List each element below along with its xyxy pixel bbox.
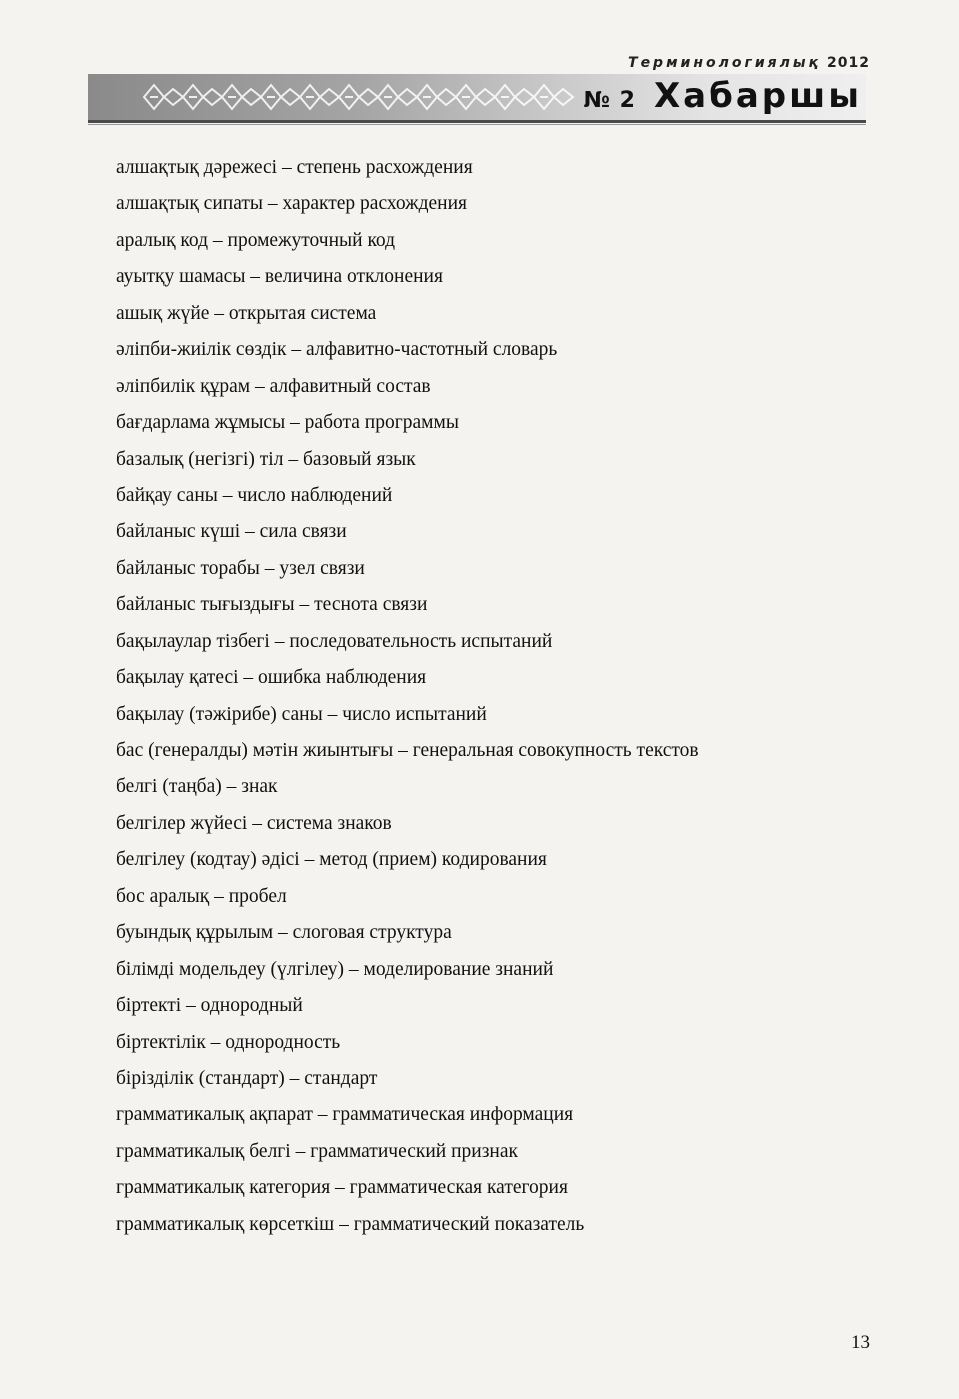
term-entry: белгі (таңба) – знак xyxy=(116,776,278,798)
term-entry: белгілер жүйесі – система знаков xyxy=(116,812,392,834)
ornament-pattern-icon xyxy=(138,79,578,115)
term-entry: біртекті – однородный xyxy=(116,995,303,1017)
term-entry: бас (генералды) мәтін жиынтығы – генеральная совокупность текстов xyxy=(116,740,699,761)
term-entry: әліпбилік құрам – алфавитный состав xyxy=(116,375,431,397)
term-entry: байланыс тығыздығы – теснота связи xyxy=(116,594,428,616)
journal-year: 2012 xyxy=(827,55,870,71)
term-entry: грамматикалық категория – грамматическая категория xyxy=(116,1177,568,1199)
term-entry: бақылаулар тізбегі – последовательность испытаний xyxy=(116,630,553,652)
term-list xyxy=(116,150,876,1243)
term-entry: белгілеу (кодтау) әдісі – метод (прием) кодирования xyxy=(116,849,547,871)
term-entry: алшақтық сипаты – характер расхождения xyxy=(116,193,468,215)
term-entry: әліпби-жиілік сөздік – алфавитно-частотный словарь xyxy=(116,339,558,361)
term-entry: базалық (негізгі) тіл – базовый язык xyxy=(116,448,416,470)
term-entry: білімді модельдеу (үлгілеу) – моделирование знаний xyxy=(116,958,554,980)
header-divider xyxy=(88,124,866,125)
term-entry: ашық жүйе – открытая система xyxy=(116,302,377,324)
journal-title: Хабаршы xyxy=(653,76,862,116)
term-entry: грамматикалық көрсеткіш – грамматический показатель xyxy=(116,1213,585,1235)
term-entry: бағдарлама жұмысы – работа программы xyxy=(116,412,459,434)
header-banner xyxy=(88,74,866,123)
term-entry: байланыс күші – сила связи xyxy=(116,521,347,543)
term-entry: байланыс торабы – узел связи xyxy=(116,557,365,579)
term-entry: буындық құрылым – слоговая структура xyxy=(116,922,452,944)
term-entry: бос аралық – пробел xyxy=(116,885,287,907)
term-entry: грамматикалық ақпарат – грамматическая информация xyxy=(116,1104,574,1126)
term-entry: бірізділік (стандарт) – стандарт xyxy=(116,1067,378,1089)
term-entry: аралық код – промежуточный код xyxy=(116,229,396,251)
banner-title xyxy=(584,76,862,118)
journal-name: Терминологиялық xyxy=(628,55,822,71)
page-number: 13 xyxy=(851,1332,870,1353)
term-entry: бақылау (тәжірибе) саны – число испытаний xyxy=(116,703,487,725)
term-entry: біртектілік – однородность xyxy=(116,1031,341,1053)
term-entry: ауытқу шамасы – величина отклонения xyxy=(116,266,443,288)
term-entry: алшақтық дәрежесі – степень расхождения xyxy=(116,157,473,178)
term-entry: грамматикалық белгі – грамматический признак xyxy=(116,1140,518,1162)
issue-number: № 2 xyxy=(583,88,636,113)
term-entry: байқау саны – число наблюдений xyxy=(116,484,393,506)
term-entry: бақылау қатесі – ошибка наблюдения xyxy=(116,667,427,689)
